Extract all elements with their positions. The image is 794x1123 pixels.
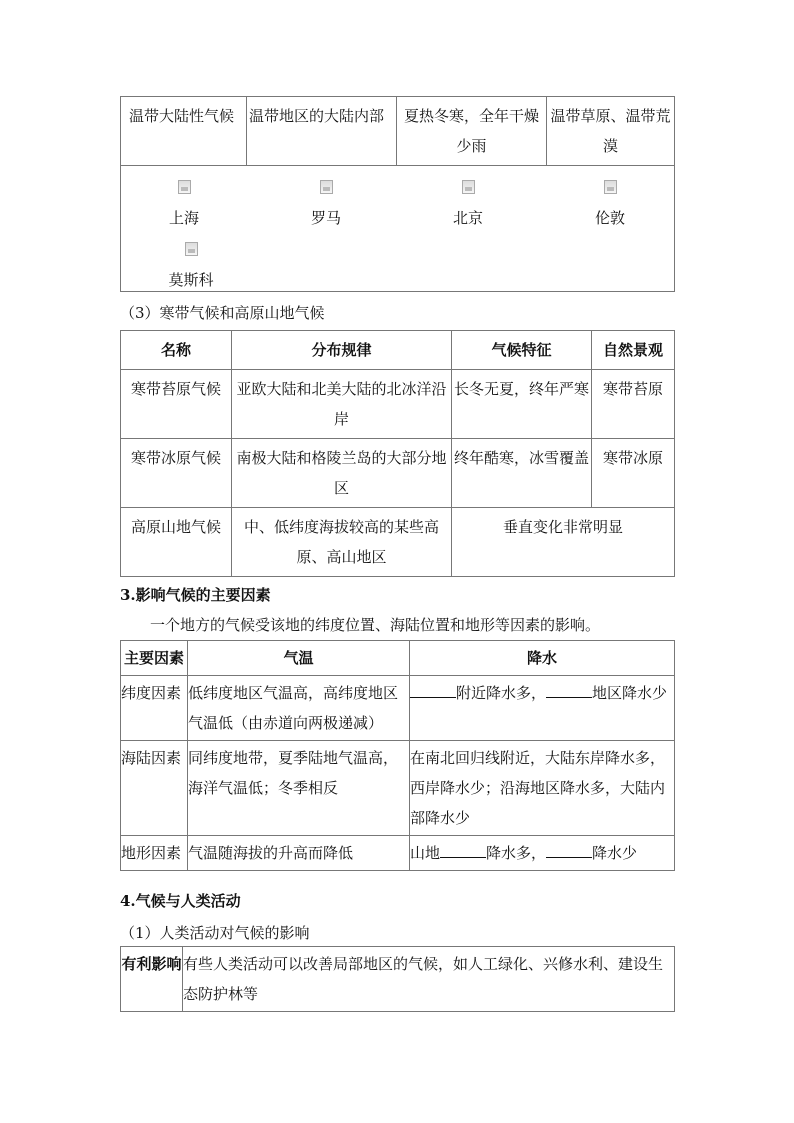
table-cell: 在南北回归线附近，大陆东岸降水多，西岸降水少；沿海地区降水多，大陆内部降水少 — [410, 741, 675, 836]
climate-table-continued — [120, 96, 675, 292]
fill-blank[interactable] — [410, 679, 456, 698]
broken-image-icon — [178, 180, 191, 194]
cell-text: 山地 — [410, 844, 441, 862]
table-row — [121, 370, 675, 439]
cell-text: 地区降水少 — [592, 684, 668, 702]
table-cell: 温带地区的大陆内部 — [247, 97, 397, 166]
table-row — [121, 508, 675, 577]
table-cell: 气温随海拔的升高而降低 — [188, 836, 410, 871]
cell-text: 降水多， — [486, 844, 547, 862]
paragraph: 一个地方的气候受该地的纬度位置、海陆位置和地形等因素的影响。 — [150, 616, 601, 634]
sub-heading: （1）人类活动对气候的影响 — [120, 924, 310, 942]
table-row — [121, 97, 675, 166]
table-cell: 低纬度地区气温高，高纬度地区气温低（由赤道向两极递减） — [188, 676, 410, 741]
table-row — [121, 836, 675, 871]
table-cell: 终年酷寒，冰雪覆盖 — [452, 439, 592, 508]
table-cell: 寒带冰原 — [592, 439, 675, 508]
table-cell: 地形因素 — [121, 836, 188, 871]
column-header: 分布规律 — [232, 331, 452, 370]
section-heading: 3.影响气候的主要因素 — [120, 586, 271, 604]
broken-image-icon — [185, 242, 198, 256]
city-shanghai — [139, 180, 229, 228]
broken-image-icon — [320, 180, 333, 194]
city-label: 上海 — [168, 209, 199, 227]
broken-image-icon — [462, 180, 475, 194]
table-cell: 中、低纬度海拔较高的某些高原、高山地区 — [232, 508, 452, 577]
human-impact-table — [120, 946, 675, 1012]
city-label: 北京 — [452, 209, 483, 227]
table-row — [121, 166, 675, 292]
city-label: 罗马 — [310, 209, 341, 227]
climate-factors-table — [120, 640, 675, 871]
city-images-cell — [121, 166, 675, 292]
city-moscow — [146, 242, 236, 290]
cell-text: 降水少 — [592, 844, 638, 862]
broken-image-icon — [604, 180, 617, 194]
table-cell: 亚欧大陆和北美大陆的北冰洋沿岸 — [232, 370, 452, 439]
table-header-row — [121, 641, 675, 676]
table-cell: 南极大陆和格陵兰岛的大部分地区 — [232, 439, 452, 508]
column-header: 自然景观 — [592, 331, 675, 370]
table-cell: 高原山地气候 — [121, 508, 232, 577]
cold-climate-table — [120, 330, 675, 577]
city-label: 莫斯科 — [168, 271, 214, 289]
table-row — [121, 439, 675, 508]
row-label: 有利影响 — [121, 947, 183, 1012]
section-heading: 4.气候与人类活动 — [120, 892, 241, 910]
cell-text: 附近降水多， — [456, 684, 547, 702]
table-header-row — [121, 331, 675, 370]
column-header: 主要因素 — [121, 641, 188, 676]
table-cell: 寒带冰原气候 — [121, 439, 232, 508]
table-cell: 温带大陆性气候 — [121, 97, 247, 166]
table-cell: 海陆因素 — [121, 741, 188, 836]
table-cell: 纬度因素 — [121, 676, 188, 741]
fill-blank[interactable] — [440, 839, 486, 858]
table-cell: 寒带苔原气候 — [121, 370, 232, 439]
table-cell: 寒带苔原 — [592, 370, 675, 439]
city-london — [565, 180, 655, 228]
fill-blank[interactable] — [546, 679, 592, 698]
table-cell: 垂直变化非常明显 — [452, 508, 675, 577]
column-header: 气温 — [188, 641, 410, 676]
city-beijing — [423, 180, 513, 228]
city-rome — [281, 180, 371, 228]
fill-blank[interactable] — [546, 839, 592, 858]
table-cell — [410, 676, 675, 741]
city-label: 伦敦 — [594, 209, 625, 227]
table-cell: 有些人类活动可以改善局部地区的气候，如人工绿化、兴修水利、建设生态防护林等 — [183, 947, 675, 1012]
table-cell: 夏热冬寒，全年干燥少雨 — [397, 97, 547, 166]
column-header: 降水 — [410, 641, 675, 676]
table-cell: 温带草原、温带荒漠 — [547, 97, 675, 166]
column-header: 名称 — [121, 331, 232, 370]
table-row — [121, 947, 675, 1012]
table-cell: 同纬度地带，夏季陆地气温高，海洋气温低；冬季相反 — [188, 741, 410, 836]
column-header: 气候特征 — [452, 331, 592, 370]
section-title: （3）寒带气候和高原山地气候 — [120, 304, 325, 322]
table-row — [121, 676, 675, 741]
table-cell — [410, 836, 675, 871]
table-cell: 长冬无夏，终年严寒 — [452, 370, 592, 439]
table-row — [121, 741, 675, 836]
